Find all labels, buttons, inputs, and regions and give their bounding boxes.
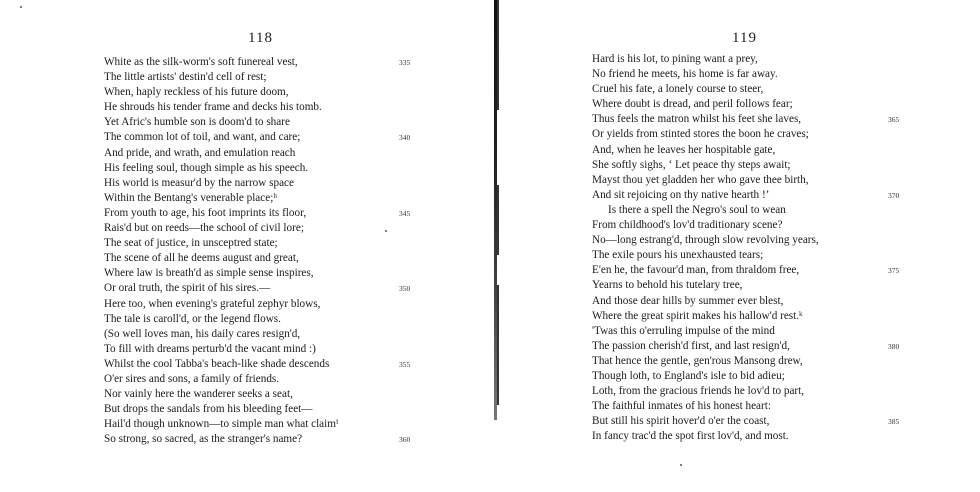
poem-line [104, 266, 434, 281]
poem-line-text: So strong, so sacred, as the stranger's name? [104, 433, 303, 446]
poem-line [104, 206, 434, 221]
poem-line [592, 233, 937, 248]
poem-line-text: Yet Afric's humble son is doom'd to share [104, 116, 290, 129]
poem-line-text: Whilst the cool Tabba's beach-like shade descends [104, 357, 330, 370]
poem-line [592, 324, 937, 339]
poem-line [592, 278, 937, 293]
poem-line [592, 309, 937, 324]
poem-line [104, 191, 434, 206]
scan-speck [680, 464, 682, 466]
poem-line-text: Cruel his fate, a lonely course to steer, [592, 83, 764, 96]
poem-line [104, 85, 434, 100]
poem-line [104, 251, 434, 266]
poem-line [104, 100, 434, 115]
poem-line-text: Within the Bentang's venerable place;ʰ [104, 191, 277, 204]
poem-line-text: E'en he, the favour'd man, from thraldom free, [592, 264, 800, 277]
line-number: 350 [399, 284, 411, 294]
poem-line-text: Mayst thou yet gladden her who gave thee birth, [592, 173, 809, 186]
poem-line-text: Is there a spell the Negro's soul to wean [608, 203, 786, 216]
line-number: 365 [888, 115, 900, 125]
poem-line-text: The exile pours his unexhausted tears; [592, 249, 764, 262]
line-number: 375 [888, 266, 900, 276]
poem-line [104, 342, 434, 357]
line-number: 360 [399, 435, 411, 445]
poem-line [592, 97, 937, 112]
poem-line [592, 263, 937, 278]
poem-line-text: Hard is his lot, to pining want a prey, [592, 53, 758, 65]
poem-line-text: Hail'd though unknown—to simple man what claimⁱ [104, 418, 339, 431]
line-number: 370 [888, 190, 900, 200]
poem-line-text: When, haply reckless of his future doom, [104, 86, 289, 99]
page-number: 118 [248, 30, 273, 46]
poem-line-text: She softly sighs, ‘ Let peace thy steps await; [592, 158, 791, 171]
poem-line-text: And those dear hills by summer ever blest, [592, 294, 784, 307]
poem-line [104, 417, 434, 432]
poem-line-text: The faithful inmates of his honest heart: [592, 400, 771, 413]
poem-line [592, 82, 937, 97]
poem-line [592, 203, 937, 218]
poem-line-text: The seat of justice, in unsceptred state; [104, 237, 278, 250]
poem-line [592, 399, 937, 414]
poem-line-text: The tale is caroll'd, or the legend flows. [104, 312, 281, 325]
poem-line-text: And pride, and wrath, and emulation reach [104, 146, 296, 159]
poem-line [104, 176, 434, 191]
poem-line-text: His world is measur'd by the narrow space [104, 176, 294, 189]
poem-line-text: From youth to age, his foot imprints its floor, [104, 206, 307, 219]
poem-line-text: (So well loves man, his daily cares resign'd, [104, 327, 301, 340]
poem-line [592, 112, 937, 127]
poem-line [104, 357, 434, 372]
line-number: 335 [399, 58, 411, 67]
poem-line [592, 143, 937, 158]
poem-line [592, 173, 937, 188]
poem-line [104, 432, 434, 447]
poem-line [592, 127, 937, 142]
poem-text [104, 55, 434, 447]
poem-line-text: Here too, when evening's grateful zephyr blows, [104, 297, 321, 310]
poem-line [104, 55, 434, 70]
poem-line [592, 429, 937, 444]
scan-speck [385, 230, 387, 232]
poem-line-text: His feeling soul, though simple as his speech. [104, 161, 309, 174]
poem-line [592, 354, 937, 369]
poem-line [104, 372, 434, 387]
poem-line [592, 339, 937, 354]
line-number: 340 [399, 133, 411, 143]
poem-line [104, 161, 434, 176]
poem-line-text: The scene of all he deems august and great, [104, 252, 299, 265]
poem-line [104, 402, 434, 417]
poem-line-text: To fill with dreams perturb'd the vacant mind :) [104, 342, 316, 355]
poem-line [104, 297, 434, 312]
poem-line-text: From childhood's lov'd traditionary scene? [592, 219, 783, 232]
poem-line-text: And sit rejoicing on thy native hearth !’ [592, 188, 770, 201]
poem-line [104, 387, 434, 402]
poem-line [104, 236, 434, 251]
poem-line [104, 70, 434, 85]
poem-line [104, 312, 434, 327]
poem-line-text: But drops the sandals from his bleeding feet— [104, 403, 313, 416]
poem-line [592, 218, 937, 233]
poem-line [104, 115, 434, 130]
scan-speck [20, 6, 22, 8]
poem-line-text: The common lot of toil, and want, and care; [104, 131, 301, 144]
poem-line [104, 327, 434, 342]
poem-line-text: Though loth, to England's isle to bid adieu; [592, 369, 785, 382]
poem-line-text: 'Twas this o'erruling impulse of the mind [592, 324, 775, 337]
poem-line-text: Or yields from stinted stores the boon he craves; [592, 128, 809, 141]
poem-line [592, 384, 937, 399]
poem-line [104, 146, 434, 161]
poem-line [592, 414, 937, 429]
line-number: 385 [888, 417, 900, 427]
poem-line [104, 281, 434, 296]
line-number: 345 [399, 208, 411, 218]
poem-line [592, 52, 937, 67]
poem-line-text: He shrouds his tender frame and decks his tomb. [104, 101, 322, 114]
poem-line-text: That hence the gentle, gen'rous Mansong drew, [592, 354, 803, 367]
poem-line-text: And, when he leaves her hospitable gate, [592, 143, 776, 156]
poem-line-text: The little artists' destin'd cell of rest; [104, 71, 267, 84]
poem-line-text: Thus feels the matron whilst his feet she laves, [592, 113, 802, 126]
poem-line-text: Or oral truth, the spirit of his sires.— [104, 282, 271, 295]
poem-line [104, 130, 434, 145]
right-page [490, 0, 980, 492]
poem-line-text: White as the silk-worm's soft funereal vest, [104, 56, 298, 68]
poem-line [592, 294, 937, 309]
page-number: 119 [732, 30, 757, 46]
poem-line-text: Yearns to behold his tutelary tree, [592, 279, 743, 292]
poem-line-text: No friend he meets, his home is far away. [592, 68, 778, 81]
poem-line [592, 369, 937, 384]
poem-line-text: Nor vainly here the wanderer seeks a seat, [104, 388, 293, 401]
poem-text [592, 52, 937, 444]
poem-line-text: Where the great spirit makes his hallow'd rest.ᵏ [592, 309, 803, 322]
poem-line-text: O'er sires and sons, a family of friends. [104, 372, 280, 385]
poem-line-text: Where doubt is dread, and peril follows fear; [592, 98, 793, 111]
line-number: 380 [888, 341, 900, 351]
poem-line-text: Where law is breath'd as simple sense inspires, [104, 267, 314, 280]
poem-line-text: Rais'd but on reeds—the school of civil lore; [104, 222, 304, 235]
poem-line-text: Loth, from the gracious friends he lov'd to part, [592, 385, 805, 398]
poem-line [592, 188, 937, 203]
poem-line-text: The passion cherish'd first, and last resign'd, [592, 339, 790, 352]
poem-line-text: No—long estrang'd, through slow revolving years, [592, 234, 819, 247]
poem-line-text: In fancy trac'd the spot first lov'd, and most. [592, 430, 789, 443]
poem-line [592, 67, 937, 82]
poem-line-text: But still his spirit hover'd o'er the coast, [592, 415, 770, 428]
poem-line [592, 248, 937, 263]
poem-line [592, 158, 937, 173]
line-number: 355 [399, 359, 411, 369]
poem-line [104, 221, 434, 236]
